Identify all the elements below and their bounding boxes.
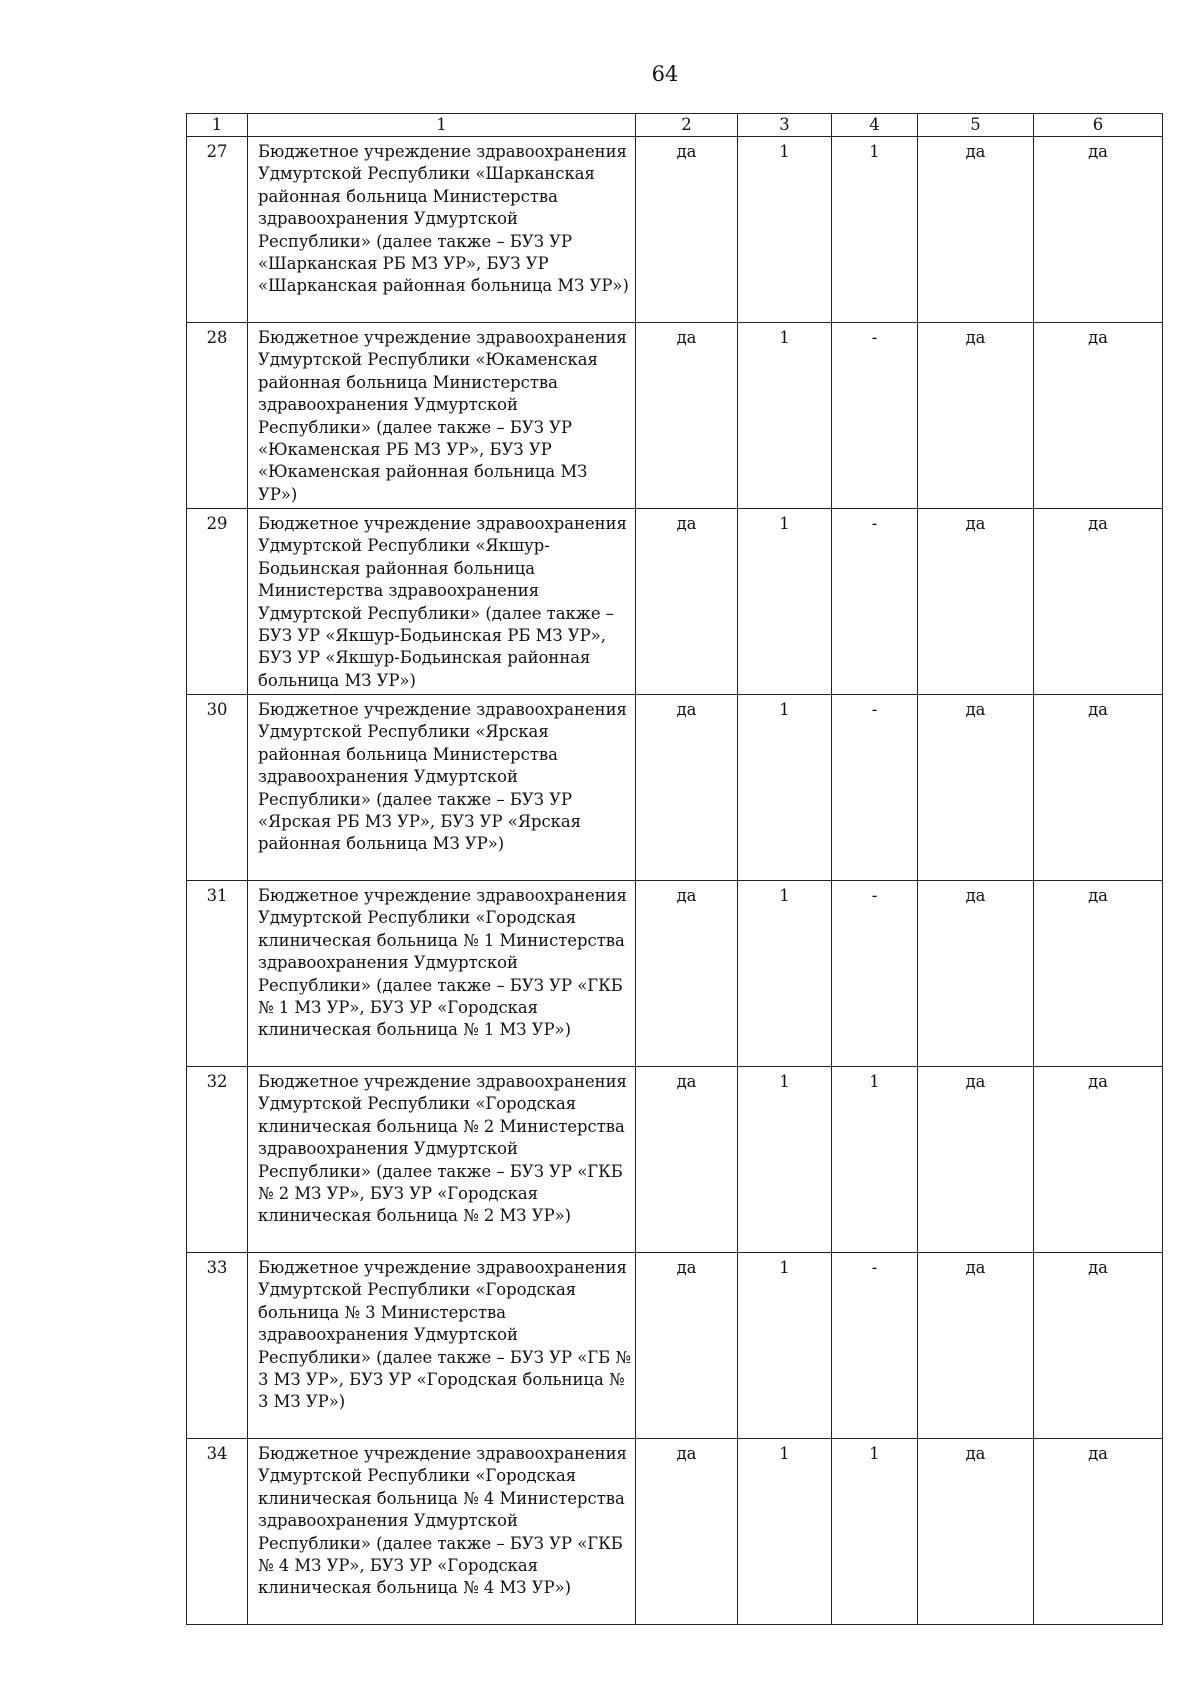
cell-col-3: 1 (738, 137, 832, 323)
cell-col-2: да (636, 1067, 738, 1253)
cell-col-3: 1 (738, 695, 832, 881)
cell-col-4: - (832, 1253, 918, 1439)
cell-col-5: да (918, 323, 1034, 509)
row-number: 29 (187, 509, 248, 695)
facility-name: Бюджетное учреждение здравоохранения Удмуртской Республики «Шарканская районная больница Министерства здравоохранения Удмуртской Республики» (далее также – БУЗ УР «Шарканская РБ МЗ УР», БУЗ УР «Шарканская районная больница МЗ УР») (248, 137, 636, 323)
page-number: 64 (651, 62, 679, 86)
cell-col-3: 1 (738, 323, 832, 509)
cell-col-2: да (636, 137, 738, 323)
row-number: 27 (187, 137, 248, 323)
table-row (187, 695, 1163, 881)
table-row (187, 509, 1163, 695)
cell-col-5: да (918, 1439, 1034, 1625)
cell-col-4: 1 (832, 1067, 918, 1253)
cell-col-2: да (636, 695, 738, 881)
header-cell: 4 (832, 114, 918, 137)
facility-name: Бюджетное учреждение здравоохранения Удмуртской Республики «Городская клиническая больница № 2 Министерства здравоохранения Удмуртской Республики» (далее также – БУЗ УР «ГКБ № 2 МЗ УР», БУЗ УР «Городская клиническая больница № 2 МЗ УР») (248, 1067, 636, 1253)
table-row (187, 1439, 1163, 1625)
cell-col-5: да (918, 695, 1034, 881)
facility-name: Бюджетное учреждение здравоохранения Удмуртской Республики «Городская больница № 3 Министерства здравоохранения Удмуртской Республики» (далее также – БУЗ УР «ГБ № 3 МЗ УР», БУЗ УР «Городская больница № 3 МЗ УР») (248, 1253, 636, 1439)
cell-col-4: - (832, 323, 918, 509)
header-cell: 1 (187, 114, 248, 137)
cell-col-4: 1 (832, 1439, 918, 1625)
facility-name: Бюджетное учреждение здравоохранения Удмуртской Республики «Городская клиническая больница № 4 Министерства здравоохранения Удмуртской Республики» (далее также – БУЗ УР «ГКБ № 4 МЗ УР», БУЗ УР «Городская клиническая больница № 4 МЗ УР») (248, 1439, 636, 1625)
cell-col-5: да (918, 509, 1034, 695)
row-number: 31 (187, 881, 248, 1067)
table-row (187, 323, 1163, 509)
cell-col-4: - (832, 695, 918, 881)
facility-name: Бюджетное учреждение здравоохранения Удмуртской Республики «Городская клиническая больница № 1 Министерства здравоохранения Удмуртской Республики» (далее также – БУЗ УР «ГКБ № 1 МЗ УР», БУЗ УР «Городская клиническая больница № 1 МЗ УР») (248, 881, 636, 1067)
facility-name: Бюджетное учреждение здравоохранения Удмуртской Республики «Ярская районная больница Министерства здравоохранения Удмуртской Республики» (далее также – БУЗ УР «Ярская РБ МЗ УР», БУЗ УР «Ярская районная больница МЗ УР») (248, 695, 636, 881)
cell-col-4: 1 (832, 137, 918, 323)
cell-col-3: 1 (738, 1253, 832, 1439)
cell-col-6: да (1034, 323, 1163, 509)
row-number: 34 (187, 1439, 248, 1625)
header-cell: 2 (636, 114, 738, 137)
cell-col-6: да (1034, 695, 1163, 881)
row-number: 28 (187, 323, 248, 509)
table-row (187, 881, 1163, 1067)
row-number: 33 (187, 1253, 248, 1439)
table-row (187, 137, 1163, 323)
cell-col-6: да (1034, 1439, 1163, 1625)
header-cell: 1 (248, 114, 636, 137)
header-cell: 6 (1034, 114, 1163, 137)
cell-col-3: 1 (738, 1439, 832, 1625)
facility-name: Бюджетное учреждение здравоохранения Удмуртской Республики «Юкаменская районная больница Министерства здравоохранения Удмуртской Республики» (далее также – БУЗ УР «Юкаменская РБ МЗ УР», БУЗ УР «Юкаменская районная больница МЗ УР») (248, 323, 636, 509)
cell-col-2: да (636, 323, 738, 509)
cell-col-6: да (1034, 1067, 1163, 1253)
table-header-row (187, 114, 1163, 137)
cell-col-3: 1 (738, 881, 832, 1067)
facility-name: Бюджетное учреждение здравоохранения Удмуртской Республики «Якшур-Бодьинская районная больница Министерства здравоохранения Удмуртской Республики» (далее также – БУЗ УР «Якшур-Бодьинская РБ МЗ УР», БУЗ УР «Якшур-Бодьинская районная больница МЗ УР») (248, 509, 636, 695)
cell-col-5: да (918, 137, 1034, 323)
cell-col-2: да (636, 881, 738, 1067)
row-number: 30 (187, 695, 248, 881)
cell-col-6: да (1034, 509, 1163, 695)
header-cell: 5 (918, 114, 1034, 137)
header-cell: 3 (738, 114, 832, 137)
cell-col-6: да (1034, 1253, 1163, 1439)
cell-col-2: да (636, 1253, 738, 1439)
table-row (187, 1067, 1163, 1253)
cell-col-5: да (918, 881, 1034, 1067)
cell-col-2: да (636, 509, 738, 695)
table-row (187, 1253, 1163, 1439)
facilities-table (186, 113, 1163, 1625)
row-number: 32 (187, 1067, 248, 1253)
cell-col-5: да (918, 1067, 1034, 1253)
cell-col-4: - (832, 881, 918, 1067)
cell-col-4: - (832, 509, 918, 695)
cell-col-6: да (1034, 881, 1163, 1067)
cell-col-6: да (1034, 137, 1163, 323)
cell-col-3: 1 (738, 1067, 832, 1253)
cell-col-2: да (636, 1439, 738, 1625)
cell-col-5: да (918, 1253, 1034, 1439)
cell-col-3: 1 (738, 509, 832, 695)
